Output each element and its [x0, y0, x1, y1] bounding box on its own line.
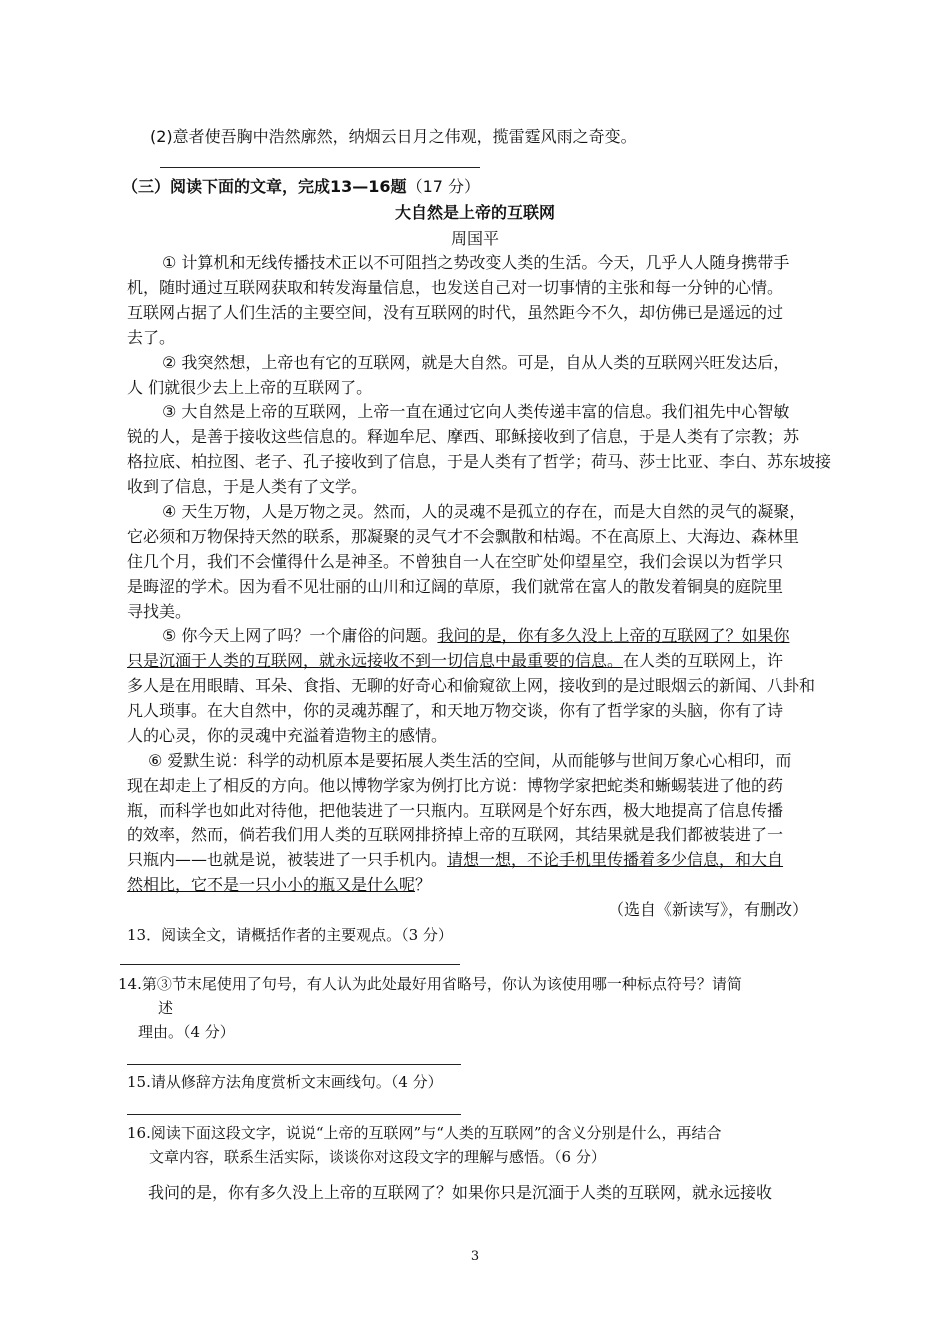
article-line: 是晦涩的学术。因为看不见壮丽的山川和辽阔的草原，我们就常在富人的散发着铜臭的庭院里 [127, 577, 784, 596]
article-line-p6-5 [127, 849, 783, 871]
article-line: ① 计算机和无线传播技术正以不可阻挡之势改变人类的生活。今天，几乎人人随身携带手 [162, 253, 790, 272]
question-16-line-1: 16.阅读下面这段文字，说说“上帝的互联网”与“人类的互联网”的含义分别是什么，再结合 [127, 1124, 722, 1142]
article-line: 它必须和万物保持天然的联系，那凝聚的灵气才不会飘散和枯竭。不在高原上、大海边、森林里 [127, 527, 800, 546]
section-heading-text: （三）阅读下面的文章，完成 [122, 177, 331, 196]
question-14-line-3: 理由。（4 分） [138, 1023, 235, 1041]
article-line: 凡人琐事。在大自然中，你的灵魂苏醒了，和天地万物交谈，你有了哲学家的头脑，你有了诗 [127, 701, 784, 720]
article-line: ③ 大自然是上帝的互联网，上帝一直在通过它向人类传递丰富的信息。我们祖先中心智敏 [162, 402, 790, 421]
answer-line-q12 [160, 167, 480, 168]
answer-line-q13 [120, 964, 460, 965]
page-number: 3 [470, 1249, 480, 1264]
article-author: 周国平 [450, 229, 499, 248]
article-line: ④ 天生万物，人是万物之灵。然而，人的灵魂不是孤立的存在，而是大自然的灵气的凝聚， [162, 502, 806, 521]
article-line: 互联网占据了人们生活的主要空间，没有互联网的时代，虽然距今不久，却仿佛已是遥远的过 [127, 303, 784, 322]
section-heading-range: 13—16 [330, 177, 391, 196]
question-13: 13．阅读全文，请概括作者的主要观点。（3 分） [127, 926, 453, 944]
article-line: ② 我突然想，上帝也有它的互联网，就是大自然。可是，自从人类的互联网兴旺发达后， [162, 353, 790, 372]
article-line-p6-6 [127, 874, 431, 896]
article-line: 去了。 [127, 328, 176, 347]
article-line: 住几个月，我们不会懂得什么是神圣。不曾独自一人在空旷处仰望星空，我们会误以为哲学只 [127, 552, 784, 571]
article-line: 多人是在用眼睛、耳朵、食指、无聊的好奇心和偷窥欲上网，接收到的是过眼烟云的新闻、八卦和 [127, 676, 816, 695]
article-line: 格拉底、柏拉图、老子、孔子接收到了信息，于是人类有了哲学；荷马、莎士比亚、李白、苏东坡接 [127, 452, 832, 471]
p6-text: 只瓶内——也就是说，被装进了一只手机内。 [127, 850, 448, 869]
article-line: 的效率，然而，倘若我们用人类的互联网排挤掉上帝的互联网，其结果就是我们都被装进了一 [127, 825, 784, 844]
section-heading-points: （17 分） [406, 177, 481, 196]
question-14-line-1: 14.第③节末尾使用了句号，有人认为此处最好用省略号，你认为该使用哪一种标点符号？请简 [118, 975, 742, 993]
q12-line-2: (2)意者使吾胸中浩然廓然，纳烟云日月之伟观，揽雷霆风雨之奇变。 [150, 127, 637, 146]
article-line: 现在却走上了相反的方向。他以博物学家为例打比方说：博物学家把蛇类和蜥蜴装进了他的药 [127, 776, 784, 795]
section-heading-tail: 题 [390, 177, 407, 196]
article-line: 瓶，而科学也如此对待他，把他装进了一只瓶内。互联网是个好东西，极大地提高了信息传播 [127, 801, 784, 820]
p6-text: ？ [415, 875, 432, 894]
article-line: 机，随时通过互联网获取和转发海量信息，也发送自己对一切事情的主张和每一分钟的心情。 [127, 278, 784, 297]
question-15: 15.请从修辞方法角度赏析文末画线句。（4 分） [127, 1073, 443, 1091]
article-line: 收到了信息，于是人类有了文学。 [127, 477, 368, 496]
article-line: 人 们就很少去上上帝的互联网了。 [127, 378, 373, 397]
p5-text: ⑤ 你今天上网了吗？一个庸俗的问题。 [162, 626, 438, 645]
article-line-p5-1 [162, 625, 789, 647]
p6-underlined-sentence: 然相比，它不是一只小小的瓶又是什么呢 [127, 875, 416, 894]
section-3-heading [122, 176, 480, 198]
article-source: （选自《新读写》，有删改） [608, 900, 809, 919]
p6-underlined-sentence: 请想一想，不论手机里传播着多少信息，和大自 [447, 850, 784, 869]
article-line-p5-2 [127, 650, 783, 672]
article-line: 锐的人，是善于接收这些信息的。释迦牟尼、摩西、耶稣接收到了信息，于是人类有了宗教；苏 [127, 427, 800, 446]
p5-underlined-sentence: 只是沉湎于人类的互联网，就永远接收不到一切信息中最重要的信息。 [127, 651, 624, 670]
question-16-quote: 我问的是，你有多久没上上帝的互联网了？如果你只是沉湎于人类的互联网，就永远接收 [148, 1183, 773, 1202]
answer-line-q14 [127, 1064, 461, 1065]
article-line: 寻找美。 [127, 602, 192, 621]
article-title: 大自然是上帝的互联网 [394, 203, 555, 222]
p5-underlined-sentence: 我问的是，你有多久没上上帝的互联网了？如果你 [437, 626, 790, 645]
article-line: ⑥ 爱默生说：科学的动机原本是要拓展人类生活的空间，从而能够与世间万象心心相印，而 [148, 751, 792, 770]
p5-text: 在人类的互联网上，许 [623, 651, 784, 670]
question-16-line-2: 文章内容，联系生活实际，谈谈你对这段文字的理解与感悟。（6 分） [149, 1148, 606, 1166]
answer-line-q15 [127, 1114, 461, 1115]
article-line: 人的心灵，你的灵魂中充溢着造物主的感情。 [127, 726, 448, 745]
question-14-line-2: 述 [158, 999, 174, 1017]
